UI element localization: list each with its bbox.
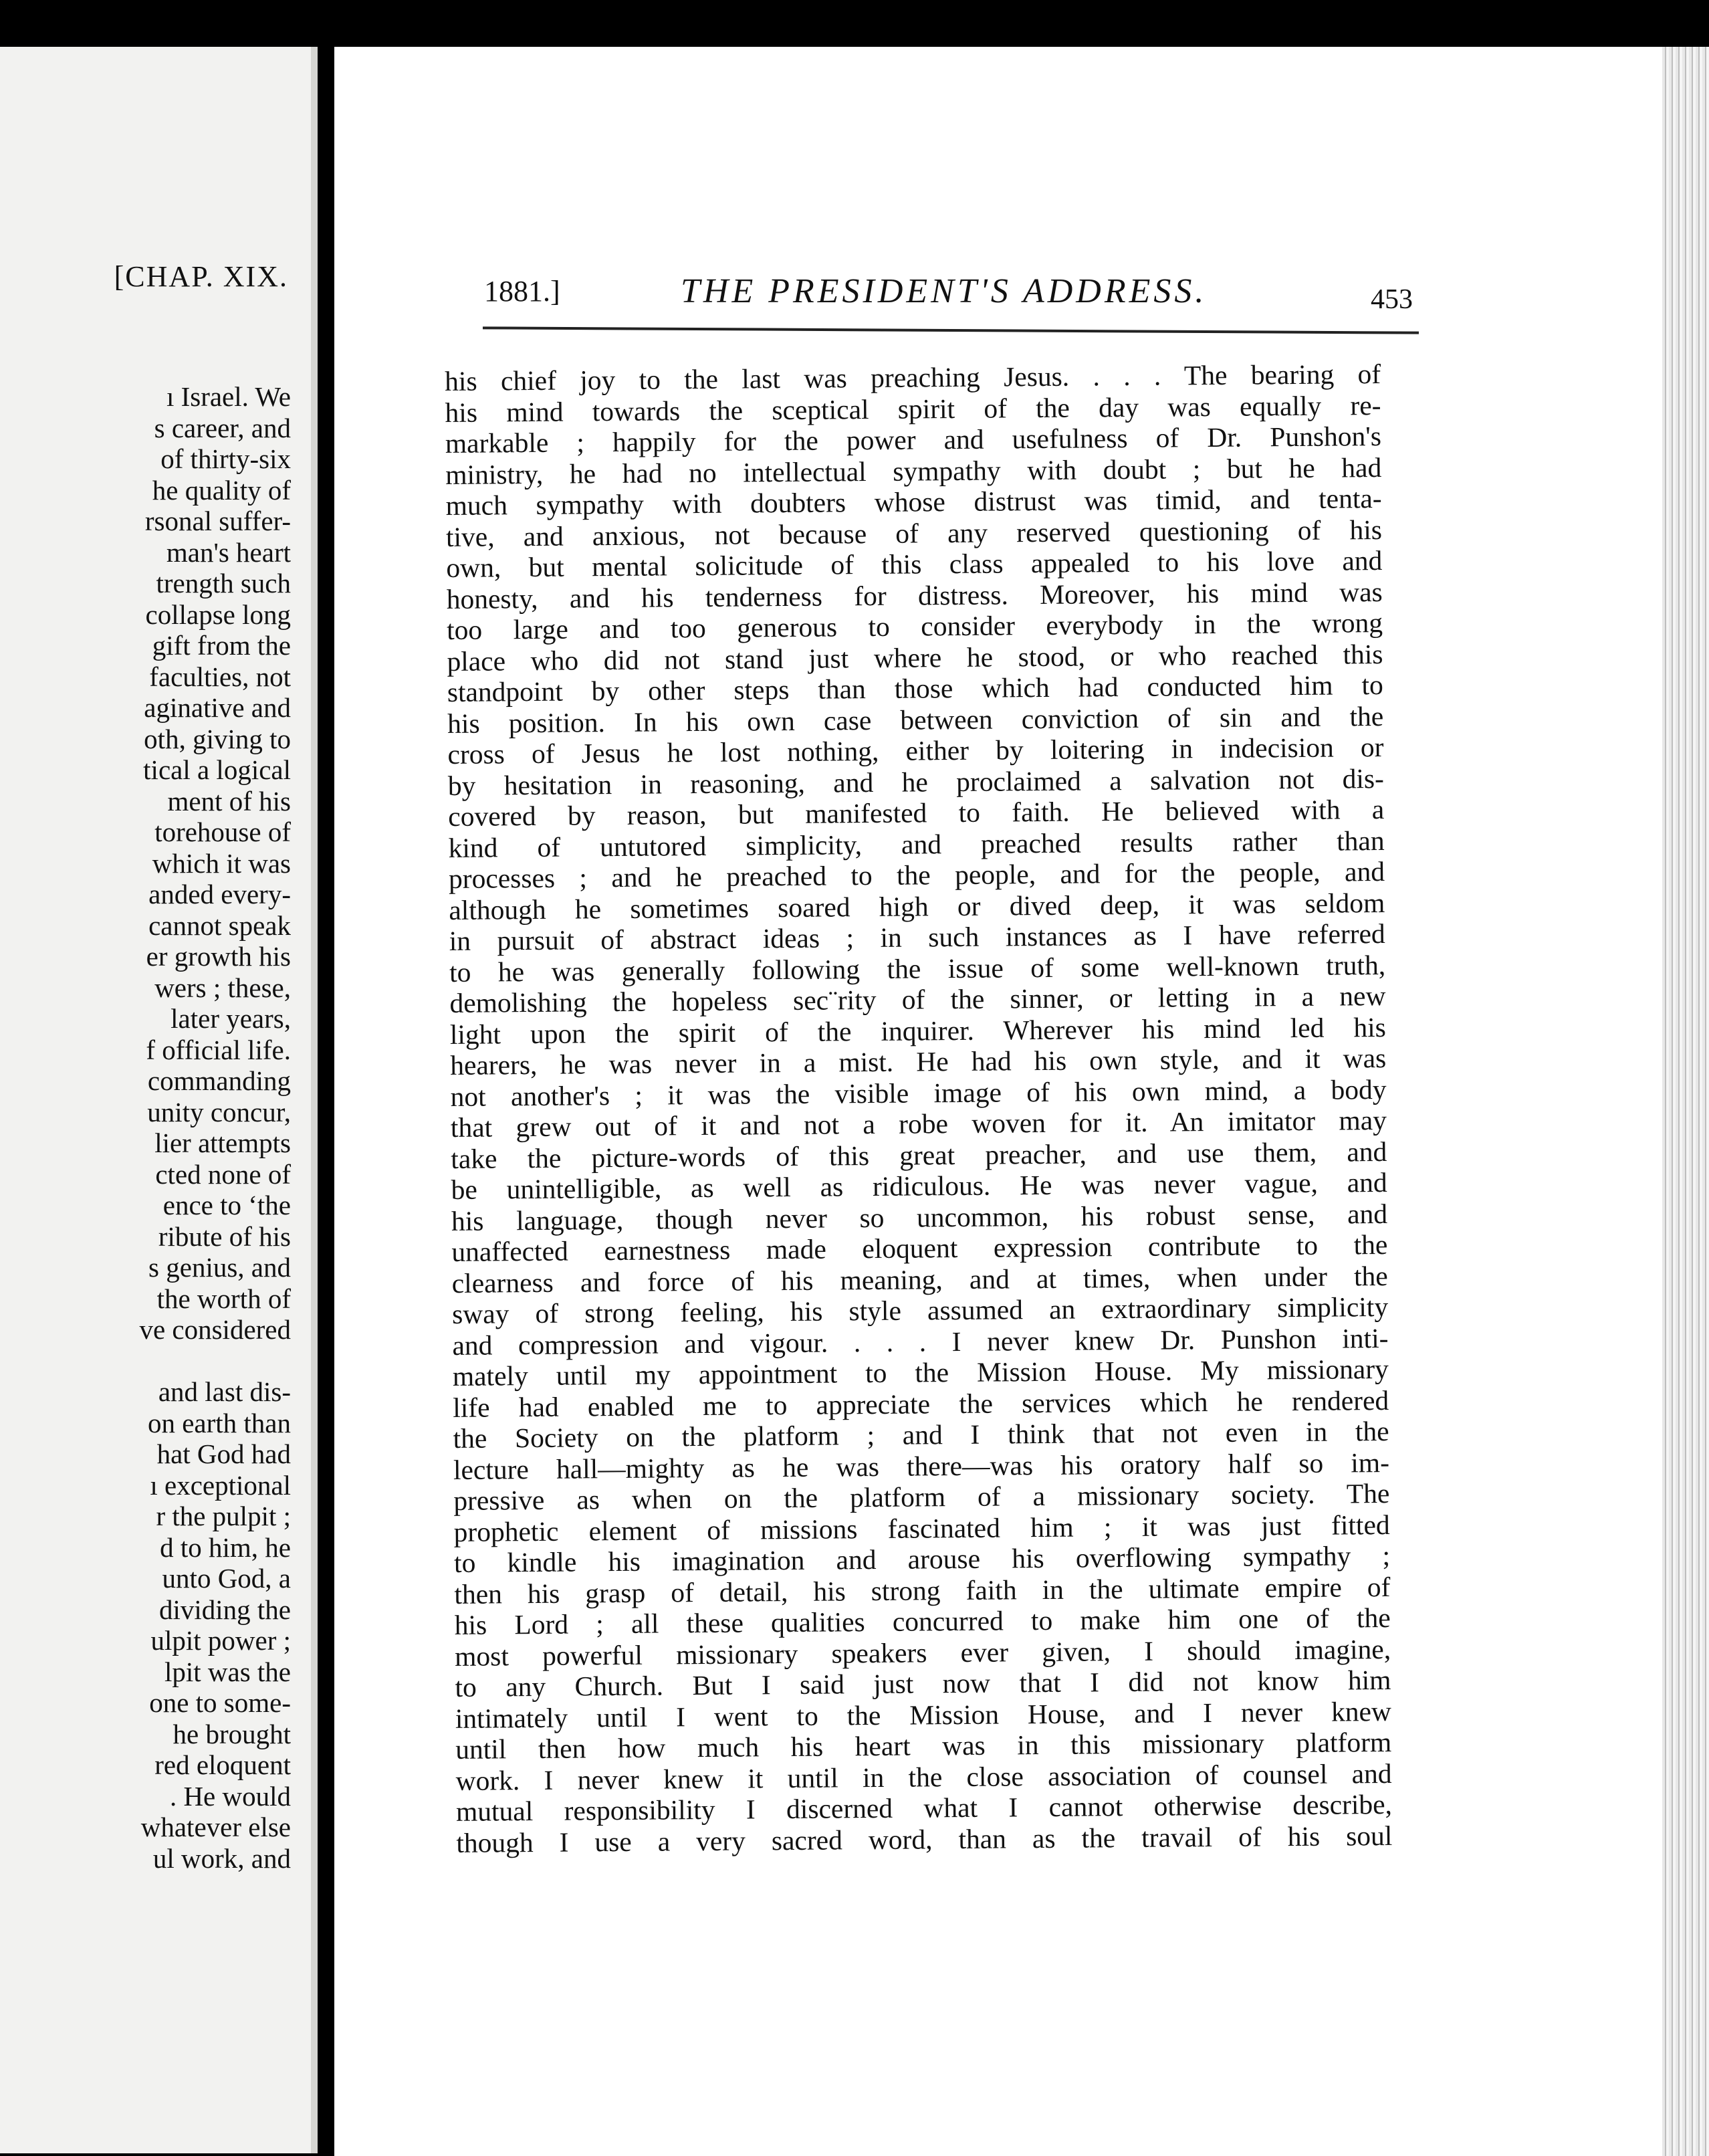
left-text-line: man's heart xyxy=(166,536,291,568)
text-line: and compression and vigour. . . . I never knew Dr. Punshon inti- xyxy=(452,1322,1389,1361)
text-line: until then how much his heart was in this missionary platform xyxy=(455,1726,1392,1765)
text-line: demolishing the hopeless sec¨rity of the sinner, or letting in a new xyxy=(449,980,1386,1018)
left-text-line: tical a logical xyxy=(143,754,291,785)
left-text-line: ulpit power ; xyxy=(150,1625,291,1656)
left-text-line: ribute of his xyxy=(158,1220,291,1252)
left-text-line: cannot speak xyxy=(148,909,291,941)
left-text-line: faculties, not xyxy=(149,661,291,692)
left-text-line: oth, giving to xyxy=(144,723,291,754)
text-line: standpoint by other steps than those which had conducted him to xyxy=(447,669,1383,708)
left-text-line: collapse long xyxy=(145,599,291,630)
left-text-line: ı Israel. We xyxy=(166,381,291,412)
text-line: own, but mental solicitude of this class appealed to his love and xyxy=(446,544,1383,583)
left-text-line: ence to ‘the xyxy=(162,1190,291,1220)
text-line: cross of Jesus he lost nothing, either by loitering in indecision or xyxy=(447,731,1384,770)
left-text-line: gift from the xyxy=(152,630,291,661)
left-text-line: dividing the xyxy=(158,1594,291,1625)
left-text-line: the worth of xyxy=(156,1283,291,1314)
left-text-line: rsonal suffer- xyxy=(144,506,291,536)
left-text-line: lier attempts xyxy=(154,1127,291,1158)
text-line: lecture hall—mighty as he was there—was his oratory half so im- xyxy=(453,1446,1390,1485)
text-line: clearness and force of his meaning, and at times, when under the xyxy=(451,1260,1388,1299)
left-text-line xyxy=(0,1345,291,1377)
left-text-line: f official life. xyxy=(146,1034,291,1065)
left-text-line: s career, and xyxy=(154,412,291,443)
text-line: most powerful missionary speakers ever given, I should imagine, xyxy=(454,1633,1391,1672)
text-line: life had enabled me to appreciate the services which he rendered xyxy=(453,1384,1389,1423)
left-running-head: [CHAP. XIX. xyxy=(114,260,288,293)
left-text-line: d to him, he xyxy=(160,1531,291,1563)
left-text-line: unity concur, xyxy=(147,1096,291,1127)
text-line: hearers, he was never in a mist. He had his own style, and it was xyxy=(450,1042,1387,1081)
text-line: intimately until I went to the Mission House, and I never knew xyxy=(455,1695,1392,1734)
text-line: his language, though never so uncommon, his robust sense, and xyxy=(451,1198,1388,1236)
left-text-line: of thirty-six xyxy=(160,443,291,474)
text-line: sway of strong feeling, his style assumed an extraordinary simplicity xyxy=(451,1291,1389,1329)
text-line: processes ; and he preached to the people, and for the people, and xyxy=(448,855,1385,894)
left-text-line: unto God, a xyxy=(162,1563,291,1594)
left-text-line: commanding xyxy=(147,1065,291,1096)
left-text-line: which it was xyxy=(152,847,291,879)
left-text-line: lpit was the xyxy=(164,1656,291,1687)
text-line: take the picture-words of this great preacher, and use them, and xyxy=(451,1136,1387,1174)
text-line: by hesitation in reasoning, and he proclaimed a salvation not dis- xyxy=(447,762,1385,801)
text-line: covered by reason, but manifested to faith. He believed with a xyxy=(448,793,1385,832)
left-text-line: and last dis- xyxy=(158,1376,291,1407)
text-line: though I use a very sacred word, than as the travail of his soul xyxy=(456,1820,1393,1858)
text-line: much sympathy with doubters whose distrust was timid, and tenta- xyxy=(445,482,1382,521)
left-text-line: hat God had xyxy=(156,1438,291,1469)
running-head-title: THE PRESIDENT'S ADDRESS. xyxy=(681,272,1208,310)
left-text-line: s genius, and xyxy=(148,1252,291,1283)
text-line: not another's ; it was the visible image of his own mind, a body xyxy=(450,1073,1387,1112)
left-text-line: whatever else xyxy=(140,1812,291,1842)
page-number: 453 xyxy=(1371,284,1413,315)
text-line: light upon the spirit of the inquirer. Wherever his mind led his xyxy=(449,1011,1386,1050)
left-text-line: later years, xyxy=(170,1003,291,1034)
left-text-line: torehouse of xyxy=(154,817,291,847)
text-line: unaffected earnestness made eloquent expression contribute to the xyxy=(451,1228,1388,1267)
text-line: that grew out of it and not a robe woven for it. An imitator may xyxy=(450,1104,1387,1143)
text-line: his mind towards the sceptical spirit of the day was equally re- xyxy=(445,389,1381,428)
text-line: his Lord ; all these qualities concurred to make him one of the xyxy=(454,1602,1391,1640)
text-line: honesty, and his tenderness for distress. Moreover, his mind was xyxy=(446,576,1383,615)
left-text-line: ve considered xyxy=(139,1314,291,1345)
left-text-line: one to some- xyxy=(149,1687,291,1718)
text-line: markable ; happily for the power and usefulness of Dr. Punshon's xyxy=(445,421,1382,459)
text-line: to kindle his imagination and arouse his overflowing sympathy ; xyxy=(453,1539,1391,1578)
text-line: then his grasp of detail, his strong faith in the ultimate empire of xyxy=(454,1571,1391,1610)
text-line: although he sometimes soared high or dived deep, it was seldom xyxy=(449,887,1385,926)
left-text-line: r the pulpit ; xyxy=(156,1501,291,1531)
left-text-line: wers ; these, xyxy=(154,972,291,1003)
left-text-line: aginative and xyxy=(144,692,291,723)
left-page xyxy=(0,47,318,2153)
text-line: tive, and anxious, not because of any reserved questioning of his xyxy=(445,514,1383,552)
text-line: kind of untutored simplicity, and preached results rather than xyxy=(448,825,1385,863)
page-edge-stack xyxy=(1662,47,1709,2156)
text-line: to he was generally following the issue of some well-known truth, xyxy=(449,949,1386,988)
left-text-line: ment of his xyxy=(167,785,291,817)
text-line: mately until my appointment to the Mission House. My missionary xyxy=(452,1353,1389,1392)
running-head-year: 1881.] xyxy=(484,275,560,308)
text-line: ministry, he had no intellectual sympathy with doubt ; but he had xyxy=(445,451,1382,490)
left-text-line: on earth than xyxy=(147,1407,291,1438)
text-line: be unintelligible, as well as ridiculous. He was never vague, and xyxy=(451,1166,1387,1205)
text-line: place who did not stand just where he stood, or who reached this xyxy=(447,638,1383,677)
left-page-text xyxy=(0,381,291,1874)
text-line: his position. In his own case between conviction of sin and the xyxy=(447,700,1384,739)
text-line: the Society on the platform ; and I think that not even in the xyxy=(453,1415,1389,1454)
text-line: to any Church. But I said just now that I did not know him xyxy=(455,1664,1391,1703)
left-text-line: anded every- xyxy=(148,879,291,909)
text-line: too large and too generous to consider everybody in the wrong xyxy=(446,607,1383,645)
left-text-line: he quality of xyxy=(152,474,291,506)
left-text-line: ul work, and xyxy=(152,1842,291,1874)
running-head xyxy=(484,274,1420,321)
left-text-line: . He would xyxy=(169,1780,291,1812)
text-line: mutual responsibility I discerned what I cannot otherwise describe, xyxy=(455,1788,1393,1827)
left-text-line: cted none of xyxy=(155,1158,291,1190)
text-line: in pursuit of abstract ideas ; in such instances as I have referred xyxy=(449,918,1385,956)
left-text-line: trength such xyxy=(156,568,291,599)
text-line: prophetic element of missions fascinated him ; it was just fitted xyxy=(453,1509,1390,1547)
text-line: his chief joy to the last was preaching Jesus. . . . The bearing of xyxy=(445,358,1381,397)
left-text-line: he brought xyxy=(173,1718,291,1749)
left-text-line: er growth his xyxy=(146,941,291,972)
text-line: work. I never knew it until in the close association of counsel and xyxy=(455,1757,1392,1796)
left-text-line: ı exceptional xyxy=(150,1469,291,1501)
main-text-block xyxy=(445,358,1392,1858)
left-text-line: red eloquent xyxy=(154,1749,291,1780)
text-line: pressive as when on the platform of a missionary society. The xyxy=(453,1477,1390,1516)
